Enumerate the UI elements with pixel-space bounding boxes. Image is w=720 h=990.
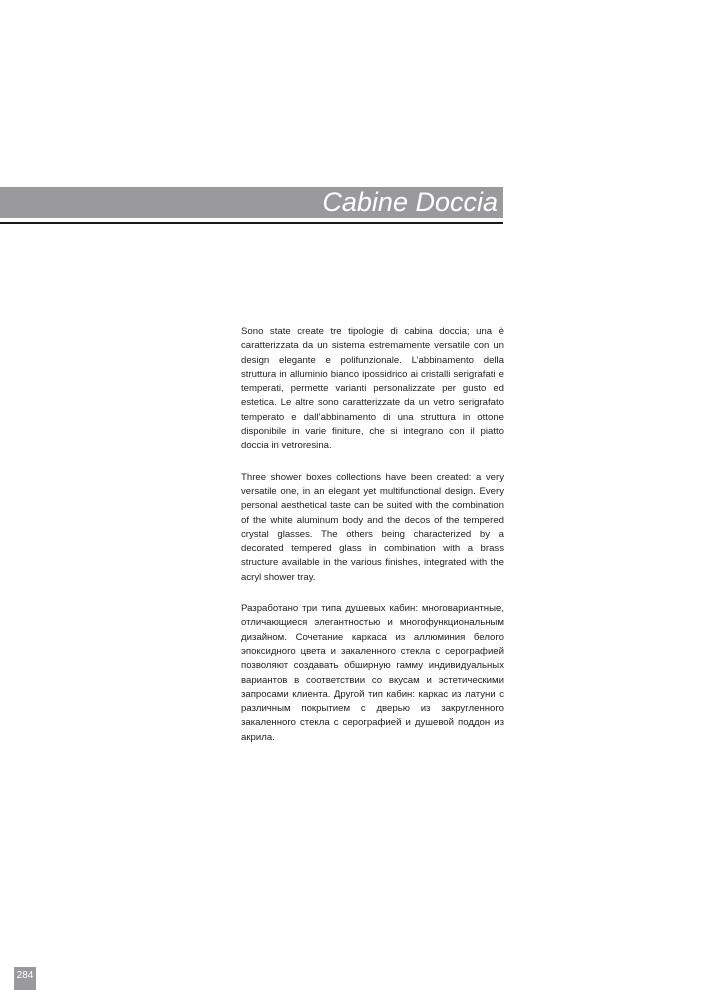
page-number: 284 [16,970,34,981]
paragraph-italian: Sono state create tre tipologie di cabina doccia; una è caratterizzata da un sistema estremamente versatile con un design elegante e polifunzionale. L’abbinamento della struttura in alluminio bianco ipossidrico ai cristalli serigrafati e temperati, permette varianti personalizzate per gusto ed estetica. Le altre sono caratterizzate da un vetro serigrafato temperato e dall’abbinamento di una struttura in ottone disponibile in varie finiture, che si integrano con il piatto doccia in vetroresina. [241,326,504,452]
paragraph-english: Three shower boxes collections have been created: a very versatile one, in an elegant yet multifunctional design. Every personal aesthetical taste can be suited with the combination of the white aluminum body and the decos of the tempered crystal glasses. The others being characterized by a decorated tempered glass in combination with a brass structure available in the various finishes, integrated with the acryl shower tray. [241,471,504,583]
title-band [0,187,503,218]
title-divider [0,222,503,224]
body-text [241,325,504,762]
paragraph-russian: Разработано три типа душевых кабин: многовариантные, отличающиеся элегантностью и многофункциональным дизайном. Сочетание каркаса из аллюминия белого эпоксидного цвета и закаленного стекла с серографией позволяют создавать обширную гамму индивидуальных вариантов в соответствии со вкусам и эстетическими запросами клиента. Другой тип кабин: каркас из латуни с различным покрытием с дверью из закругленного закаленного стекла с серографией и душевой поддон из акрила. [241,603,504,743]
page-title: Cabine Doccia [322,187,498,217]
page-number-box [14,967,36,990]
